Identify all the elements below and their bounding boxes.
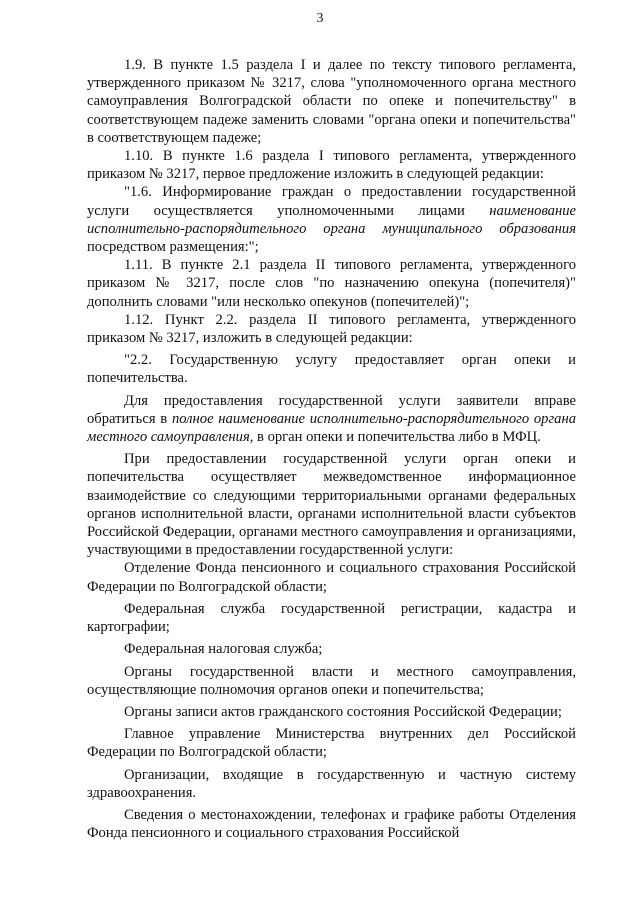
paragraph-interaction: При предоставлении государственной услуги орган опеки и попечительства осуществляет межведомственное информационное взаимодействие со следующими территориальными органами федеральных органов исполнительной власти, органами исполнительной власти субъектов Российской Федерации, органами местного самоуправления и организациями, участвующими в предоставлении государственной услуги: bbox=[87, 451, 576, 559]
paragraph-1-6-quote: "1.6. Информирование граждан о предоставлении государственной услуги осуществляется уполномоченными лицами наименование исполнительно-распорядительного органа муниципального образования посредством размещения:"; bbox=[87, 184, 576, 256]
italic-placeholder: наименование исполнительно-распорядительного органа муниципального образования bbox=[87, 202, 576, 237]
list-item-guardianship-bodies: Органы государственной власти и местного самоуправления, осуществляющие полномочия органов опеки и попечительства; bbox=[87, 663, 576, 698]
page-number: 3 bbox=[316, 11, 324, 26]
italic-placeholder: полное наименование исполнительно-распорядительного органа местного самоуправления bbox=[87, 410, 577, 446]
paragraph-1-10: 1.10. В пункте 1.6 раздела I типового регламента, утвержденного приказом № 3217, первое предложение изложить в следующей редакции: bbox=[87, 148, 576, 183]
paragraph-1-9: 1.9. В пункте 1.5 раздела I и далее по тексту типового регламента, утвержденного приказом № 3217, слова "уполномоченного органа местного самоуправления Волгоградской области по опеке и попечительству" в соответствующем падеже заменить словами "органа опеки и попечительства" в соответствующем падеже; bbox=[87, 57, 576, 146]
list-item-tax-service: Федеральная налоговая служба; bbox=[124, 641, 323, 658]
list-item-rosreestr: Федеральная служба государственной регистрации, кадастра и картографии; bbox=[87, 600, 576, 636]
document-body bbox=[87, 56, 576, 842]
list-item-civil-registry: Органы записи актов гражданского состояния Российской Федерации; bbox=[124, 703, 562, 720]
list-item-interior-ministry: Главное управление Министерства внутренних дел Российской Федерации по Волгоградской области; bbox=[87, 726, 576, 761]
list-item-pension-fund: Отделение Фонда пенсионного и социального страхования Российской Федерации по Волгоградской области; bbox=[87, 560, 576, 595]
paragraph-info-location: Сведения о местонахождении, телефонах и графике работы Отделения Фонда пенсионного и социального страхования Российской bbox=[87, 806, 576, 842]
paragraph-2-2-quote: "2.2. Государственную услугу предоставляет орган опеки и попечительства. bbox=[87, 352, 576, 387]
list-item-healthcare: Организации, входящие в государственную и частную систему здравоохранения. bbox=[87, 766, 576, 801]
paragraph-1-11: 1.11. В пункте 2.1 раздела II типового регламента, утвержденного приказом № 3217, после слов "по назначению опекуна (попечителя)" дополнить словами "или несколько опекунов (попечителей)"; bbox=[87, 257, 576, 310]
paragraph-applicants: Для предоставления государственной услуги заявители вправе обратиться в полное наименование исполнительно-распорядительного органа местного самоуправления, в орган опеки и попечительства либо в МФЦ. bbox=[87, 392, 577, 446]
paragraph-1-12: 1.12. Пункт 2.2. раздела II типового регламента, утвержденного приказом № 3217, изложить в следующей редакции: bbox=[87, 311, 576, 347]
